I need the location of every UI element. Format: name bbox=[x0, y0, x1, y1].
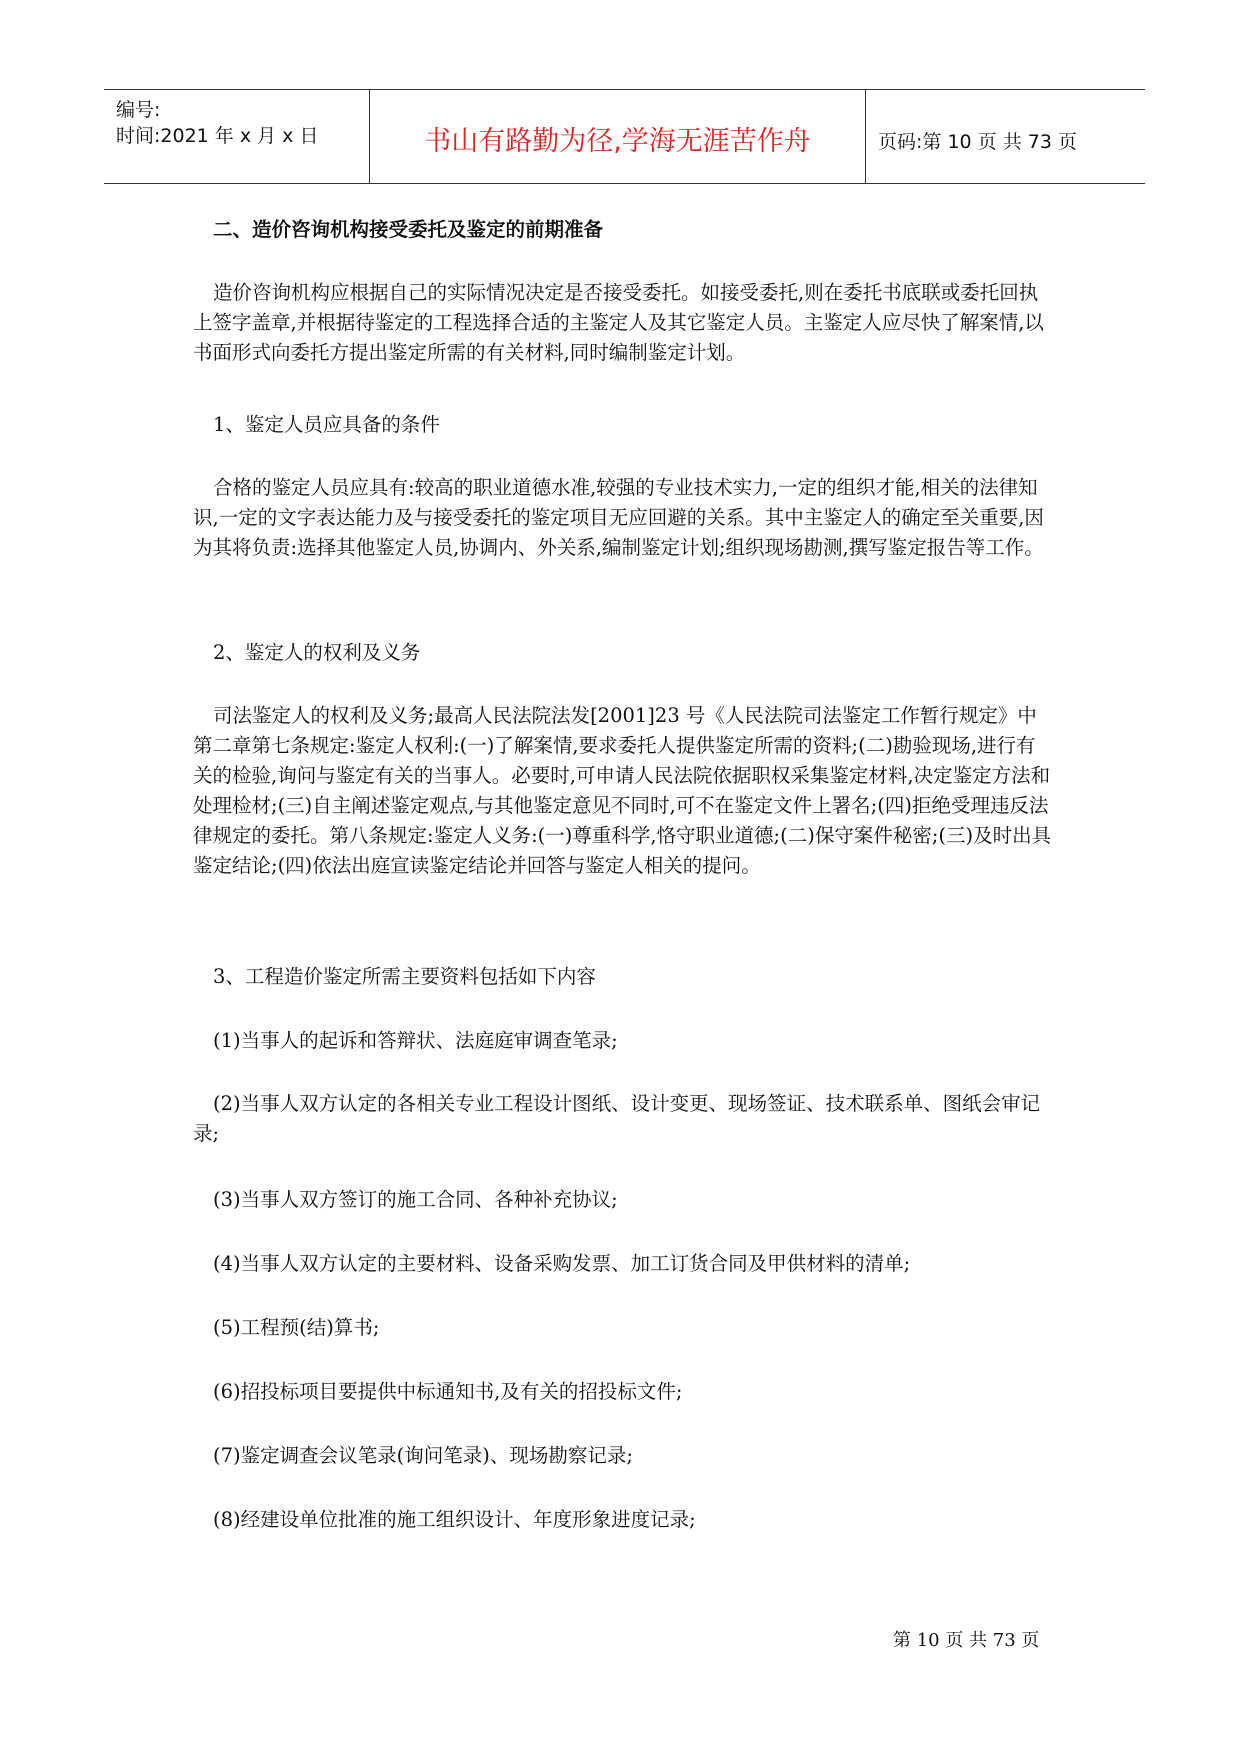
paragraph-qualifications: 合格的鉴定人员应具有:较高的职业道德水准,较强的专业技术实力,一定的组织才能,相关的法律知识,一定的文字表达能力及与接受委托的鉴定项目无应回避的关系。其中主鉴定人的确定至关重要,因为其将负责:选择其他鉴定人员,协调内、外关系,编制鉴定计划;组织现场勘测,撰写鉴定报告等工作。 bbox=[193, 476, 1044, 559]
subheading-qualifications: 1、鉴定人员应具备的条件 bbox=[213, 413, 440, 436]
header-page-code: 页码:第 10 页 共 73 页 bbox=[878, 131, 1077, 153]
list-item: (2)当事人双方认定的各相关专业工程设计图纸、设计变更、现场签证、技术联系单、图纸会审记录; bbox=[193, 1092, 1041, 1145]
paragraph-intro: 造价咨询机构应根据自己的实际情况决定是否接受委托。如接受委托,则在委托书底联或委托回执上签字盖章,并根据待鉴定的工程选择合适的主鉴定人及其它鉴定人员。主鉴定人应尽快了解案情,以书面形式向委托方提出鉴定所需的有关材料,同时编制鉴定计划。 bbox=[193, 281, 1044, 364]
document-number-label: 编号: bbox=[116, 99, 161, 121]
section-title: 二、造价咨询机构接受委托及鉴定的前期准备 bbox=[213, 218, 604, 241]
list-item: (1)当事人的起诉和答辩状、法庭庭审调查笔录; bbox=[213, 1029, 618, 1052]
page-header bbox=[104, 89, 1145, 184]
list-item: (7)鉴定调查会议笔录(询问笔录)、现场勘察记录; bbox=[213, 1444, 633, 1467]
list-item: (5)工程预(结)算书; bbox=[213, 1316, 380, 1339]
header-left-cell bbox=[104, 90, 369, 183]
paragraph-rights: 司法鉴定人的权利及义务;最高人民法院法发[2001]23 号《人民法院司法鉴定工作暂行规定》中第二章第七条规定:鉴定人权利:(一)了解案情,要求委托人提供鉴定所需的资料;(二)勘验现场,进行有关的检验,询问与鉴定有关的当事人。必要时,可申请人民法院依据职权采集鉴定材料,决定鉴定方法和处理检材;(三)自主阐述鉴定观点,与其他鉴定意见不同时,可不在鉴定文件上署名;(四)拒绝受理违反法律规定的委托。第八条规定:鉴定人义务:(一)尊重科学,恪守职业道德;(二)保守案件秘密;(三)及时出具鉴定结论;(四)依法出庭宣读鉴定结论并回答与鉴定人相关的提问。 bbox=[193, 704, 1052, 877]
header-motto: 书山有路勤为径,学海无涯苦作舟 bbox=[424, 126, 811, 157]
header-motto-cell bbox=[369, 90, 866, 183]
list-item: (6)招投标项目要提供中标通知书,及有关的招投标文件; bbox=[213, 1380, 683, 1403]
list-item: (8)经建设单位批准的施工组织设计、年度形象进度记录; bbox=[213, 1508, 696, 1531]
subheading-rights: 2、鉴定人的权利及义务 bbox=[213, 641, 421, 664]
list-item: (3)当事人双方签订的施工合同、各种补充协议; bbox=[213, 1188, 618, 1211]
header-right-cell bbox=[866, 90, 1145, 183]
page-footer: 第 10 页 共 73 页 bbox=[893, 1630, 1040, 1651]
document-time-label: 时间:2021 年 x 月 x 日 bbox=[116, 125, 319, 147]
list-item: (4)当事人双方认定的主要材料、设备采购发票、加工订货合同及甲供材料的清单; bbox=[213, 1252, 911, 1275]
subheading-materials: 3、工程造价鉴定所需主要资料包括如下内容 bbox=[213, 965, 596, 988]
